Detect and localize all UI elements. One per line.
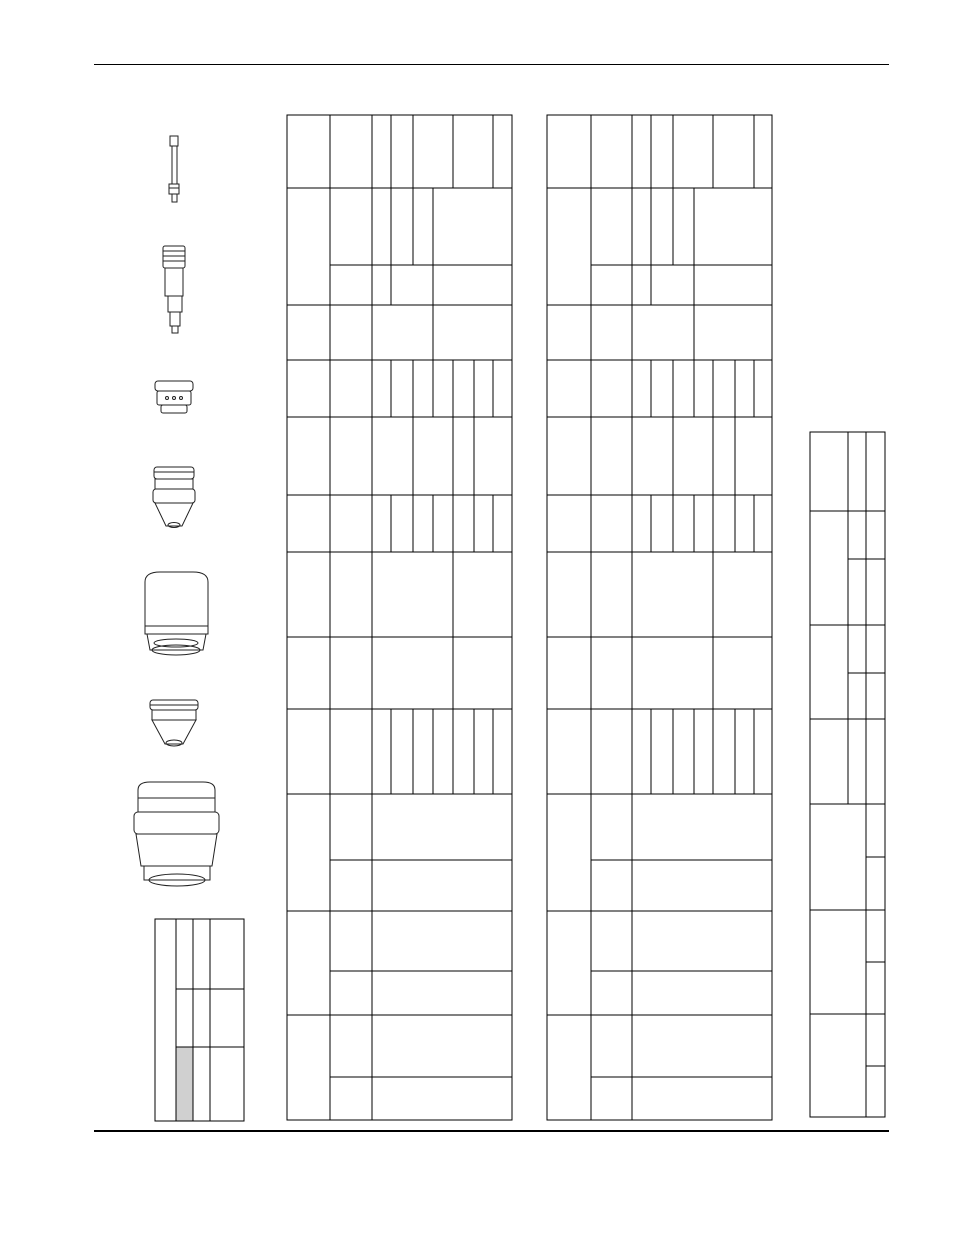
swirl-ring-icon (155, 381, 193, 413)
shield-icon (150, 700, 198, 746)
legend-table (155, 919, 244, 1121)
cut-chart-table-b (547, 115, 772, 1120)
side-table (810, 432, 885, 1117)
legend-shaded-cell (177, 1048, 193, 1121)
shield-retaining-cap-icon (134, 782, 219, 886)
nozzle-retaining-cap-icon (145, 572, 208, 655)
cut-chart-table-a (287, 115, 512, 1120)
electrode-icon (163, 246, 185, 333)
nozzle-icon (153, 467, 195, 528)
swirl-ring-tube-icon (169, 136, 179, 202)
